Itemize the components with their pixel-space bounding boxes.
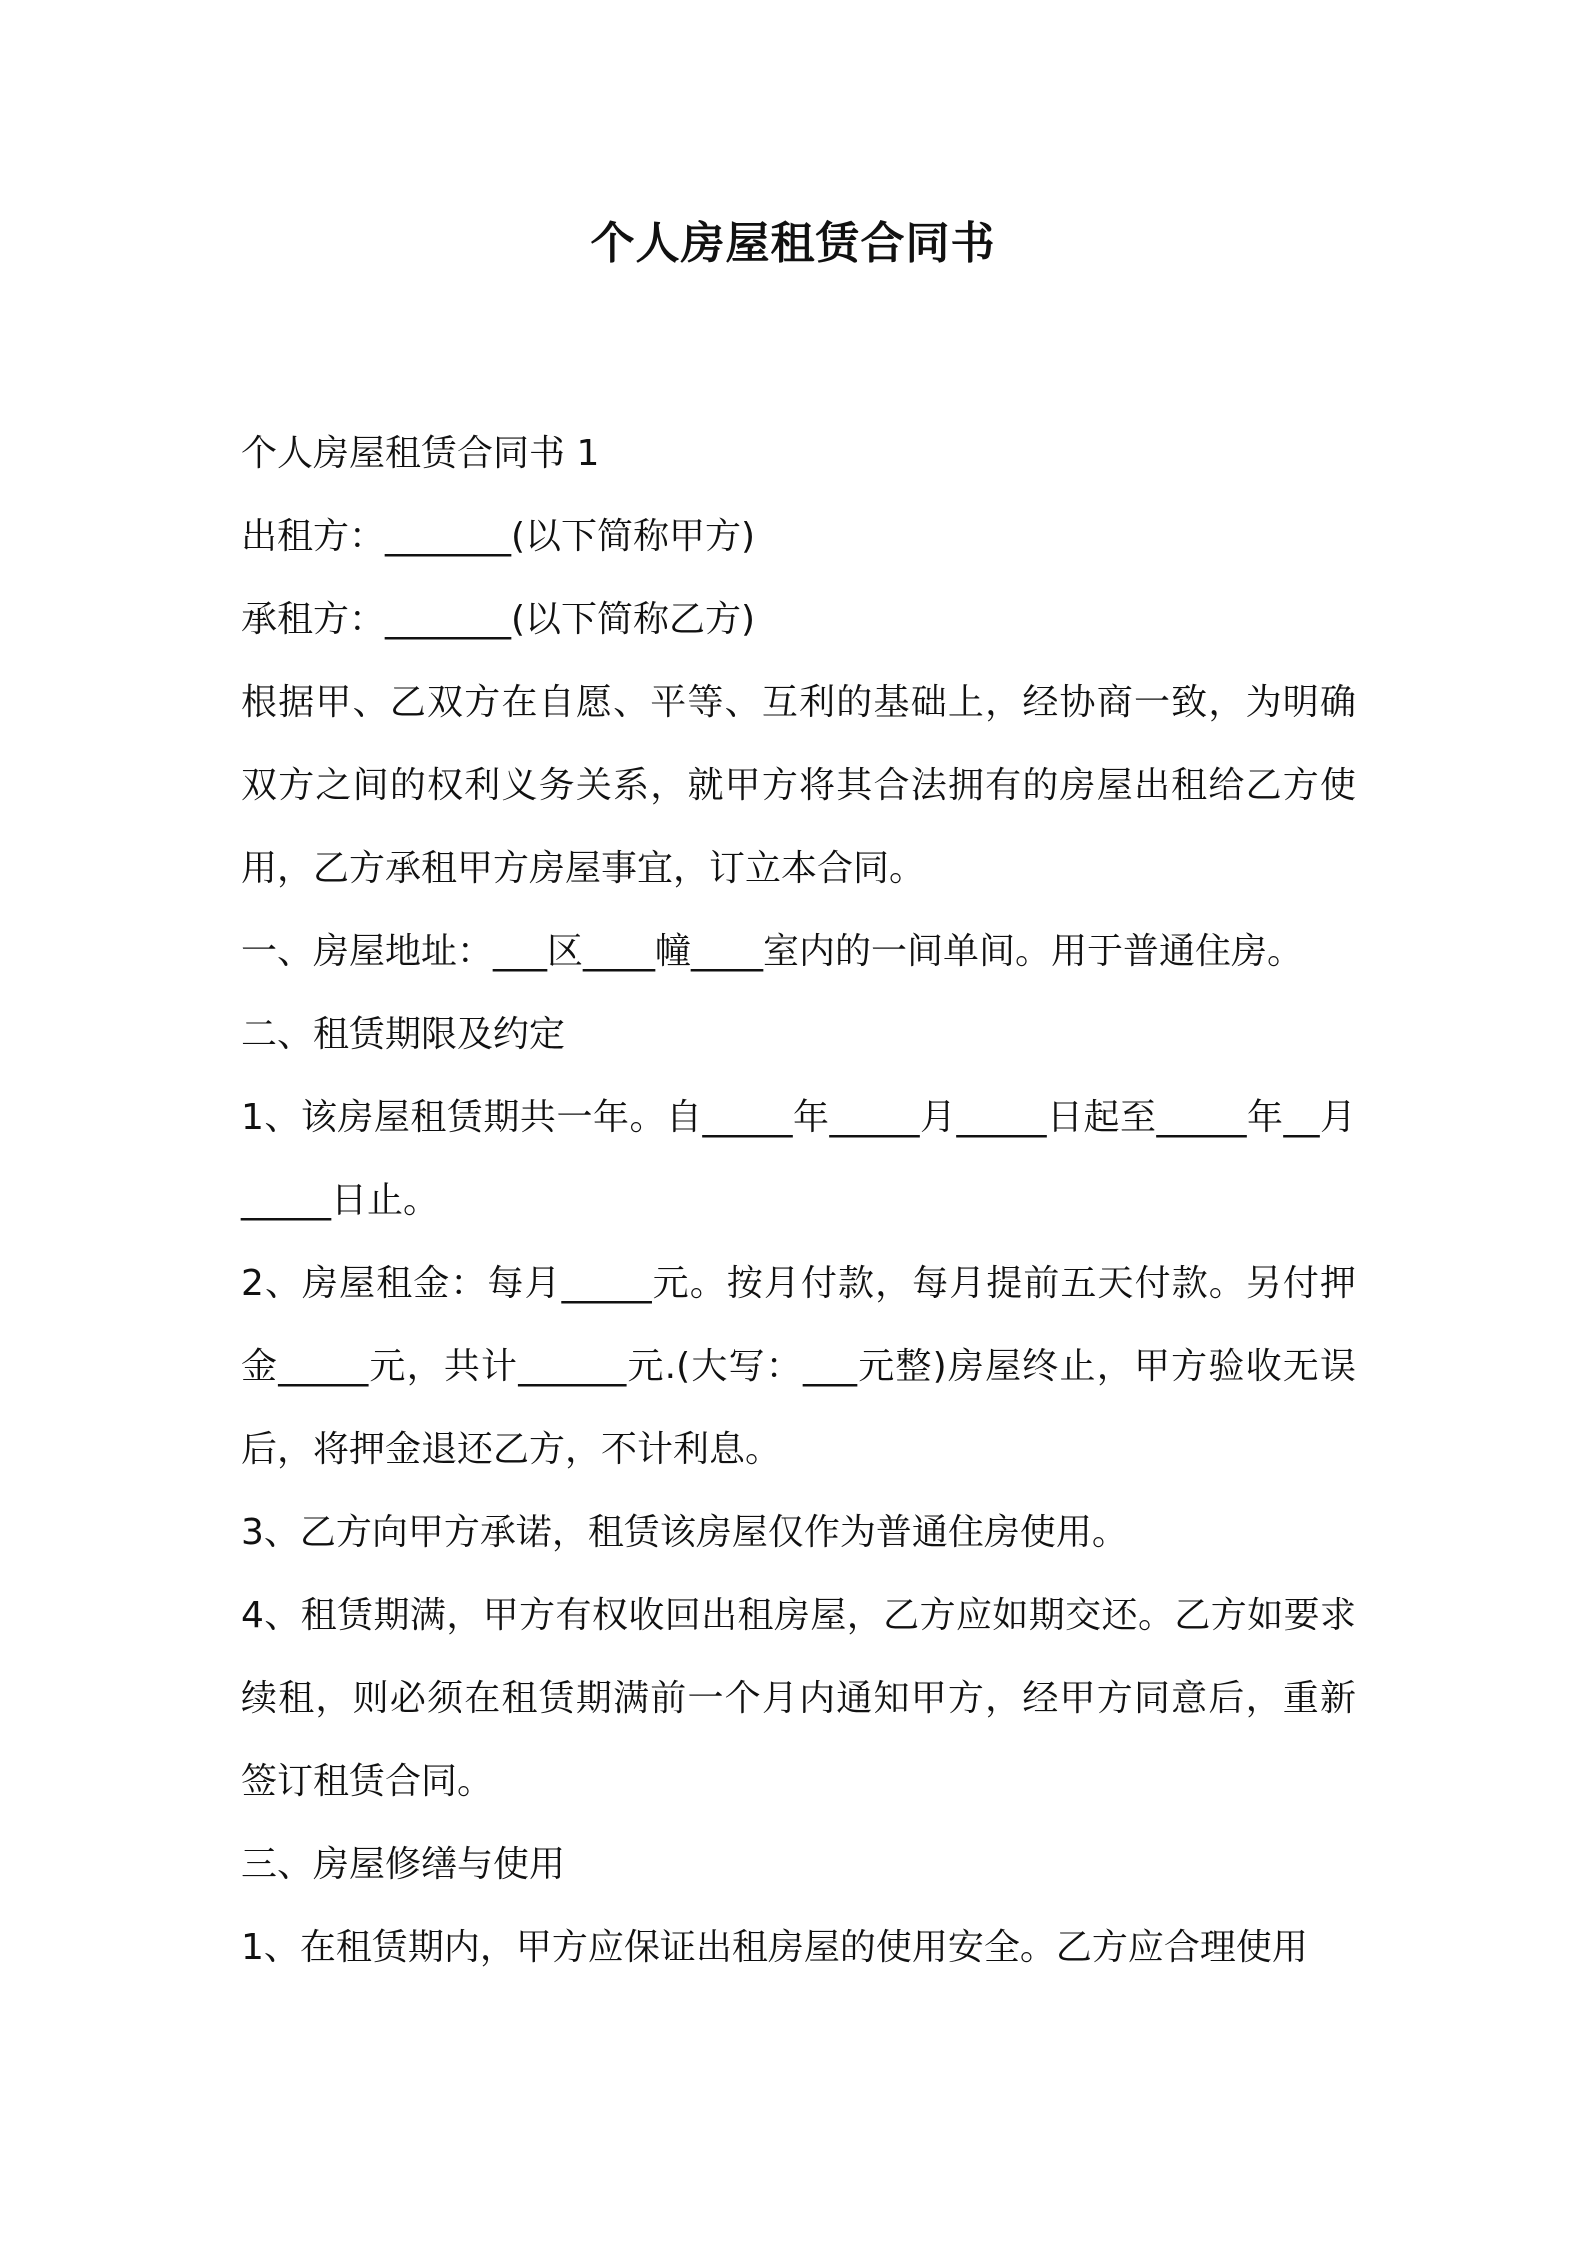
document-title: 个人房屋租赁合同书 — [590, 218, 996, 269]
clause-2-2-rent: 2、房屋租金：每月_____元。按月付款，每月提前五天付款。另付押金_____元，共计______元.(大写：___元整)房屋终止，甲方验收无误后，将押金退还乙方，不计利息。 — [241, 1263, 1356, 1470]
clause-2-heading: 二、租赁期限及约定 — [241, 1014, 566, 1055]
lessor-line: 出租方：_______(以下简称甲方) — [241, 516, 756, 557]
preamble-paragraph: 根据甲、乙双方在自愿、平等、互利的基础上，经协商一致，为明确双方之间的权利义务关系，就甲方将其合法拥有的房屋出租给乙方使用，乙方承租甲方房屋事宜，订立本合同。 — [241, 682, 1356, 889]
clause-2-4-renewal: 4、租赁期满，甲方有权收回出租房屋，乙方应如期交还。乙方如要求续租，则必须在租赁期满前一个月内通知甲方，经甲方同意后，重新签订租赁合同。 — [241, 1595, 1356, 1802]
lessee-line: 承租方：_______(以下简称乙方) — [241, 599, 756, 640]
clause-3-heading: 三、房屋修缮与使用 — [241, 1844, 566, 1885]
clause-2-3-usage: 3、乙方向甲方承诺，租赁该房屋仅作为普通住房使用。 — [241, 1512, 1128, 1553]
document-body — [241, 412, 1356, 1989]
clause-3-1-safety: 1、在租赁期内，甲方应保证出租房屋的使用安全。乙方应合理使用 — [241, 1927, 1308, 1968]
clause-2-1-term: 1、该房屋租赁期共一年。自_____年_____月_____日起至_____年__月_____日止。 — [241, 1097, 1356, 1221]
clause-1-address: 一、房屋地址：___区____幢____室内的一间单间。用于普通住房。 — [241, 931, 1304, 972]
section-heading: 个人房屋租赁合同书 1 — [241, 433, 600, 474]
